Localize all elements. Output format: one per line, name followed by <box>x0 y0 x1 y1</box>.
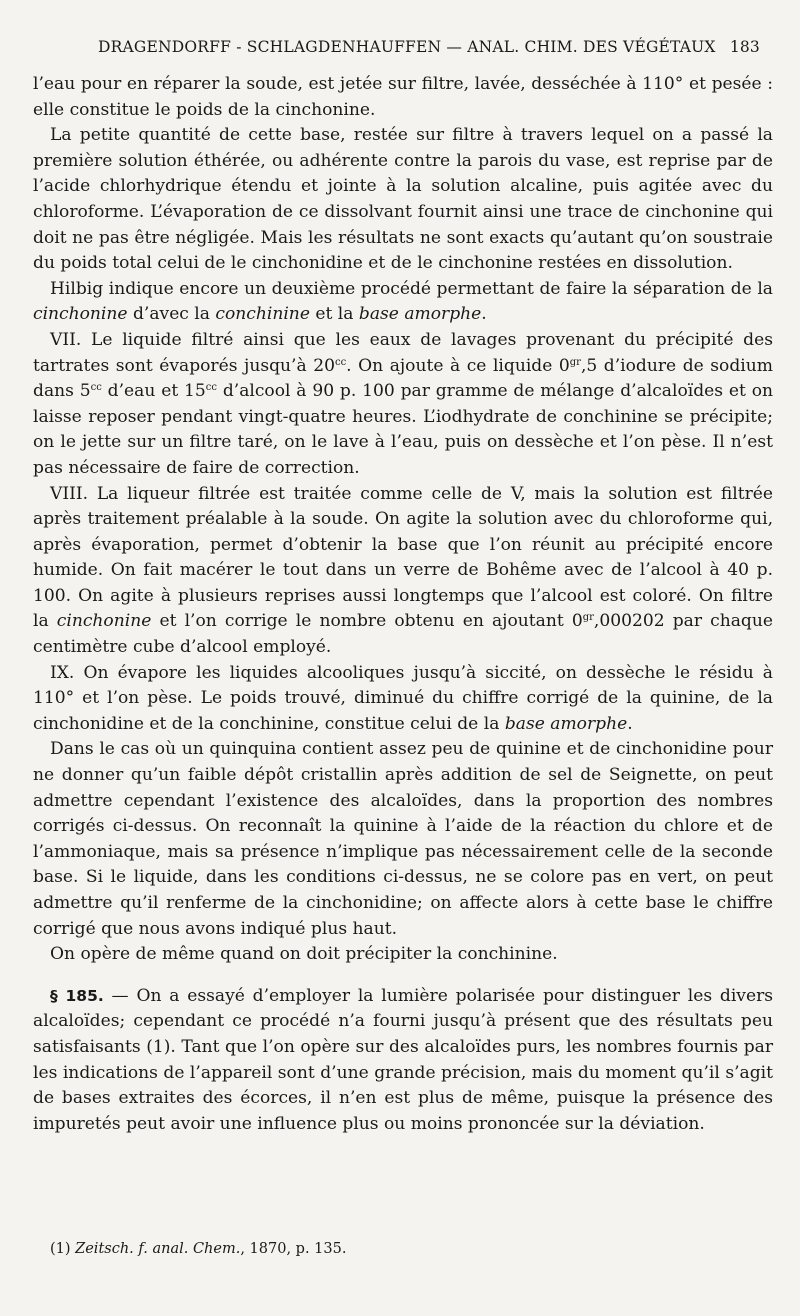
text-run: d’eau et 15 <box>101 381 206 402</box>
text-run: VIII. La liqueur filtrée est traitée comme celle de V, mais la solution est filtrée après traitement préalable à la soude. On agite la solution avec du chloroforme qui, après évaporation, permet d’obtenir la base que l’on réunit au précipité encore humide. On fait macérer le tout dans un verre de Bohême avec de l’alcool à 40 p. 100. On agite à plusieurs reprises aussi longtemps que l’alcool est coloré. On filtre la <box>33 483 773 632</box>
paragraph-residue: La petite quantité de cette base, restée sur filtre à travers lequel on a passé la première solution éthérée, ou adhérente contre la parois du vase, est reprise par de l’acide chlorhydrique étendu et jointe à la solution alcaline, puis agitée avec du chloroforme. L’évaporation de ce dissolvant fournit ainsi une trace de cinchonine qui doit ne pas être négligée. Mais les résultats ne sont exacts qu’autant qu’on soustraie du poids total celui de le cinchonidine et de le cinchonine restées en dissolution. <box>33 125 773 274</box>
unit-superscript: cc <box>90 382 102 394</box>
paragraph-quinquina: Dans le cas où un quinquina contient assez peu de quinine et de cinchonidine pour ne donner qu’un faible dépôt cristallin après addition de sel de Seignette, on peut admettre cependant l’existence des alcaloïdes, dans la proportion des nombres corrigés ci-dessus. On reconnaît la quinine à l’aide de la réaction du chlore et de l’ammoniaque, mais sa présence n’implique pas nécessairement celle de la seconde base. Si le liquide, dans les conditions ci-dessus, ne se colore pas en vert, on peut admettre qu’il renferme de la cinchonidine; on affecte alors à cette base le chiffre corrigé que nous avons indiqué plus haut. <box>33 739 773 939</box>
section-number: § 185. <box>50 986 104 1005</box>
unit-superscript: cc <box>205 382 217 394</box>
body-text <box>33 72 773 1137</box>
running-head-title: DRAGENDORFF - SCHLAGDENHAUFFEN — ANAL. CHIM. DES VÉGÉTAUX <box>98 38 716 56</box>
term-cinchonine: cinchonine <box>33 304 128 325</box>
footnote-detail: , 1870, p. 135. <box>240 1241 347 1257</box>
paragraph-step-ix <box>33 661 773 738</box>
paragraph-hilbig <box>33 277 773 328</box>
paragraph-step-viii <box>33 482 773 661</box>
term-base-amorphe: base amorphe <box>358 304 482 325</box>
text-run: ,5 d’iodure de sodium dans 5 <box>33 355 773 402</box>
term-cinchonine: cinchonine <box>56 611 152 632</box>
text-run: et l’on corrige le nombre obtenu en ajoutant 0 <box>151 611 583 632</box>
term-conchinine: conchinine <box>215 304 310 325</box>
running-header <box>36 38 760 64</box>
term-base-amorphe: base amorphe <box>504 713 628 734</box>
text-run: — On a essayé d’employer la lumière polarisée pour distinguer les divers alcaloïdes; cependant ce procédé n’a fourni jusqu’à présent que des résultats peu satisfaisants (1). Tant que l’on opère sur des alcaloïdes purs, les nombres fournis par les indications de l’appareil sont d’une grande précision, mais du moment qu’il s’agit de bases extraites des écorces, il n’en est plus de même, puisque la présence des impuretés peut avoir une influence plus ou moins prononcée sur la déviation. <box>33 985 774 1134</box>
text-run: d’alcool à 90 p. 100 par gramme de mélange d’alcaloïdes et on laisse reposer pendant vingt-quatre heures. L’iodhydrate de conchinine se précipite; on le jette sur un filtre taré, on le lave à l’eau, puis on dessèche et l’on pèse. Il n’est pas nécessaire de faire de correction. <box>33 381 773 478</box>
text-run: d’avec la <box>127 304 216 325</box>
text-run: IX. On évapore les liquides alcooliques jusqu’à siccité, on dessèche le résidu à 110° et l’on pèse. Le poids trouvé, diminué du chiffre corrigé de la quinine, de la cinchonidine et de la conchinine, constitue celui de la <box>33 662 773 734</box>
text-run: Hilbig indique encore un deuxième procédé permettant de faire la séparation de la <box>50 278 773 299</box>
text-run: ,000202 par chaque centimètre cube d’alcool employé. <box>33 611 773 658</box>
page-number: 183 <box>729 38 760 56</box>
section-185 <box>33 984 773 1138</box>
paragraph-step-vii <box>33 328 773 482</box>
text-run: . <box>627 713 633 734</box>
footnote-source: Zeitsch. f. anal. Chem. <box>75 1241 241 1257</box>
paragraph-conchinine: On opère de même quand on doit précipiter la conchinine. <box>50 944 558 965</box>
footnote-marker: (1) <box>50 1241 71 1257</box>
paragraph-continued: l’eau pour en réparer la soude, est jetée sur filtre, lavée, desséchée à 110° et pesée : elle constitue le poids de la cinchonine. <box>33 74 773 120</box>
unit-superscript: gr <box>582 612 594 624</box>
text-run: . <box>481 304 487 325</box>
unit-superscript: cc <box>334 356 347 368</box>
text-run: et la <box>309 304 359 325</box>
unit-superscript: gr <box>569 356 581 368</box>
text-run: VII. Le liquide filtré ainsi que les eaux de lavages provenant du précipité des tartrates sont évaporés jusqu’à 20 <box>33 329 773 376</box>
footnote <box>50 1241 750 1257</box>
text-run: . On ajoute à ce liquide 0 <box>346 355 570 376</box>
